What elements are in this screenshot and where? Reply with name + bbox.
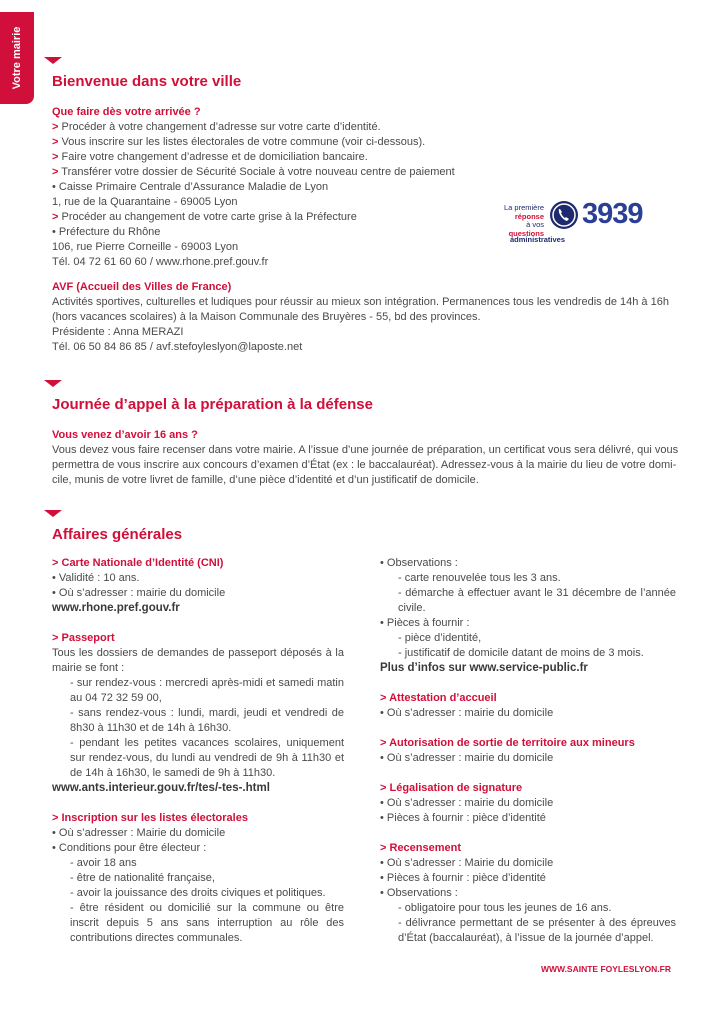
list-item: • Préfecture du Rhône (52, 226, 161, 238)
list-item: • Conditions pour être électeur : (52, 842, 207, 854)
list-item: 106, rue Pierre Corneille - 69003 Lyon (52, 241, 239, 253)
list-item: • Où s’adresser : mairie du domicile (380, 797, 554, 809)
list-item: - sans rendez-vous : lundi, mardi, jeudi et vendredi de 8h30 à 11h30 et de 14h à 16h30. (70, 707, 344, 734)
defense-line: permettra de vous inscrire aux concours d’examen d’État (ex : le baccalauréat). Adressez-vous à la mairie du lieu de votre domi- (52, 459, 677, 471)
service-public-link: Plus d’infos sur www.service-public.fr (380, 662, 588, 674)
list-item: > Procéder à votre changement d’adresse sur votre carte d’identité. (52, 121, 381, 133)
pieces-title: • Pièces à fournir : (380, 617, 470, 629)
section-bienvenue-body (52, 105, 492, 270)
inscription-title: > Inscription sur les listes électorales (52, 812, 248, 824)
section-title-affaires: Affaires générales (52, 526, 183, 543)
list-item: 1, rue de la Quarantaine - 69005 Lyon (52, 196, 238, 208)
side-tab (0, 12, 34, 104)
list-item: > Transférer votre dossier de Sécurité Sociale à votre nouveau centre de paiement (52, 166, 455, 178)
list-item: - être résident ou domicilié sur la commune ou être inscrit depuis 5 ans sans interruption au rôle des contributions directes communales. (70, 902, 344, 944)
recensement-title: > Recensement (380, 842, 462, 854)
avf-line: Présidente : Anna MERAZI (52, 326, 184, 338)
list-item: > Vous inscrire sur les listes électorales de votre commune (voir ci-dessous). (52, 136, 426, 148)
list-item: - avoir la jouissance des droits civiques et politiques. (70, 887, 326, 899)
list-item: • Observations : (380, 887, 458, 899)
passeport-intro: Tous les dossiers de demandes de passeport déposés à la mairie se font : (52, 647, 344, 674)
section-marker (44, 380, 62, 387)
section-title-defense: Journée d’appel à la préparation à la défense (52, 396, 373, 413)
passeport-title: > Passeport (52, 632, 115, 644)
badge-caption-administratives: administratives (510, 235, 566, 244)
affaires-right-column (380, 556, 676, 946)
list-item: Tél. 04 72 61 60 60 / www.rhone.pref.gouv.fr (52, 256, 269, 268)
avf-line: Tél. 06 50 84 86 85 / avf.stefoyleslyon@laposte.net (52, 341, 303, 353)
list-item: - être de nationalité française, (70, 872, 215, 884)
cni-url: www.rhone.pref.gouv.fr (52, 602, 180, 614)
attestation-title: > Attestation d’accueil (380, 692, 497, 704)
affaires-left-column (52, 556, 344, 946)
list-item: • Validité : 10 ans. (52, 572, 140, 584)
list-item: • Pièces à fournir : pièce d’identité (380, 872, 546, 884)
list-item: - carte renouvelée tous les 3 ans. (398, 572, 561, 584)
defense-line: cile, munis de votre livret de famille, d’une pièce d’identité et d’un justificatif de domicile. (52, 474, 479, 486)
list-item: - avoir 18 ans (70, 857, 137, 869)
observations-title: • Observations : (380, 557, 458, 569)
phone-icon (550, 201, 578, 229)
list-item: • Où s’adresser : Mairie du domicile (52, 827, 226, 839)
avf-block (52, 280, 672, 355)
badge-caption: La première réponse à vos questions (503, 203, 544, 238)
section-title-bienvenue: Bienvenue dans votre ville (52, 73, 242, 90)
section-marker (44, 510, 62, 517)
list-item: • Pièces à fournir : pièce d’identité (380, 812, 546, 824)
list-item: > Procéder au changement de votre carte grise à la Préfecture (52, 211, 357, 223)
footer-website: WWW.SAINTE FOYLESLYON.FR (540, 964, 671, 974)
defense-line: Vous devez vous faire recenser dans votre mairie. A l’issue d’une journée de préparation, un certificat vous sera délivré, qui vous (52, 444, 679, 456)
legalisation-title: > Légalisation de signature (380, 782, 523, 794)
list-item: • Où s’adresser : mairie du domicile (380, 707, 554, 719)
side-tab-label: Votre mairie (11, 26, 23, 90)
list-item: • Où s’adresser : mairie du domicile (380, 752, 554, 764)
subtitle-arrivee: Que faire dès votre arrivée ? (52, 106, 201, 118)
list-item: - délivrance permettant de se présenter à des épreuves d’État (baccalauréat), à l’issue de la journée d’appel. (398, 917, 676, 944)
badge-number: 3939 (582, 198, 643, 230)
list-item: - obligatoire pour tous les jeunes de 16 ans. (398, 902, 612, 914)
cni-title: > Carte Nationale d’Identité (CNI) (52, 557, 224, 569)
list-item: - justificatif de domicile datant de moins de 3 mois. (398, 647, 644, 659)
list-item: > Faire votre changement d’adresse et de domiciliation bancaire. (52, 151, 368, 163)
list-item: • Caisse Primaire Centrale d’Assurance Maladie de Lyon (52, 181, 329, 193)
list-item: - pendant les petites vacances scolaires, uniquement sur rendez-vous, du lundi au vendredi de 9h à 11h30 et de 14h à 16h30, le samedi de 9h à 11h30. (70, 737, 344, 779)
avf-line: Activités sportives, culturelles et ludiques pour réussir au mieux son intégration. Permanences tous les vendredis de 14h à 16h (52, 296, 669, 308)
section-defense-body (52, 428, 677, 488)
list-item: - pièce d’identité, (398, 632, 482, 644)
list-item: - sur rendez-vous : mercredi après-midi et samedi matin au 04 72 32 59 00, (70, 677, 344, 704)
badge-3939 (494, 198, 664, 250)
list-item: • Où s’adresser : mairie du domicile (52, 587, 226, 599)
list-item: • Où s’adresser : Mairie du domicile (380, 857, 554, 869)
avf-title: AVF (Accueil des Villes de France) (52, 281, 232, 293)
avf-line: (hors vacances scolaires) à la Maison Communale des Bruyères - 55, bd des provinces. (52, 311, 481, 323)
passeport-url: www.ants.interieur.gouv.fr/tes/-tes-.html (52, 782, 270, 794)
list-item: - démarche à effectuer avant le 31 décembre de l’année civile. (398, 587, 676, 614)
autorisation-title: > Autorisation de sortie de territoire aux mineurs (380, 737, 635, 749)
section-marker (44, 57, 62, 64)
subtitle-16-ans: Vous venez d’avoir 16 ans ? (52, 429, 198, 441)
